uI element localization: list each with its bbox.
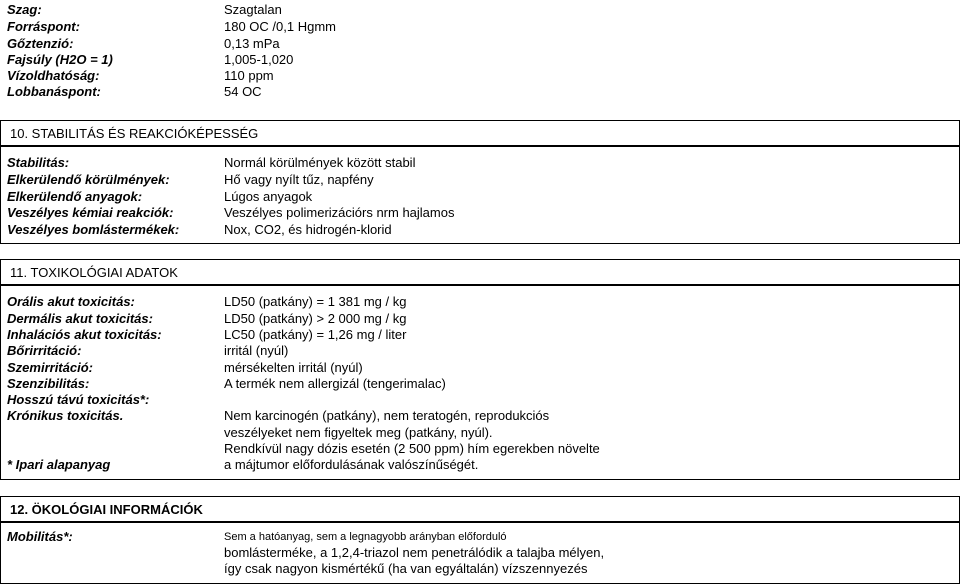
row-value: a májtumor előfordulásának valószínűségét. <box>224 457 479 472</box>
prop-value: 0,13 mPa <box>224 36 280 51</box>
tox-row <box>0 425 960 441</box>
row-value: LD50 (patkány) = 1 381 mg / kg <box>224 294 407 309</box>
tox-row <box>0 441 960 457</box>
tox-row <box>0 376 960 392</box>
row-value: Nem karcinogén (patkány), nem teratogén, reprodukciós <box>224 408 550 423</box>
section-10-header <box>0 120 960 147</box>
section-title: 10. STABILITÁS ÉS REAKCIÓKÉPESSÉG <box>10 126 259 141</box>
stability-row <box>0 222 960 238</box>
prop-label: Fajsúly (H2O = 1) <box>7 52 113 67</box>
row-value: A termék nem allergizál (tengerimalac) <box>224 376 446 391</box>
stability-row <box>0 205 960 221</box>
prop-row <box>0 68 960 84</box>
prop-row <box>0 52 960 68</box>
row-value: LC50 (patkány) = 1,26 mg / liter <box>224 327 407 342</box>
prop-value: 1,005-1,020 <box>224 52 294 67</box>
footnote-label: * Ipari alapanyag <box>7 457 111 472</box>
prop-label: Szag: <box>7 2 42 17</box>
eco-row <box>0 529 960 545</box>
tox-row <box>0 311 960 327</box>
tox-row <box>0 294 960 310</box>
prop-value: Szagtalan <box>224 2 282 17</box>
row-value: Nox, CO2, és hidrogén-klorid <box>224 222 392 237</box>
row-value: Normál körülmények között stabil <box>224 155 416 170</box>
row-value: Lúgos anyagok <box>224 189 313 204</box>
prop-label: Vízoldhatóság: <box>7 68 100 83</box>
eco-row <box>0 561 960 577</box>
section-11-header <box>0 259 960 286</box>
row-label: Mobilitás*: <box>7 529 73 544</box>
tox-row <box>0 408 960 424</box>
row-value: irritál (nyúl) <box>224 343 289 358</box>
row-label: Veszélyes bomlástermékek: <box>7 222 180 237</box>
row-label: Orális akut toxicitás: <box>7 294 135 309</box>
prop-value: 54 OC <box>224 84 262 99</box>
prop-value: 180 OC /0,1 Hgmm <box>224 19 336 34</box>
row-value: így csak nagyon kismértékű (ha van egyáltalán) vízszennyezés <box>224 561 588 576</box>
eco-row <box>0 545 960 561</box>
row-label: Elkerülendő anyagok: <box>7 189 143 204</box>
stability-row <box>0 189 960 205</box>
tox-row <box>0 327 960 343</box>
section-title: 12. ÖKOLÓGIAI INFORMÁCIÓK <box>10 502 203 517</box>
row-value: Hő vagy nyílt tűz, napfény <box>224 172 374 187</box>
row-label: Stabilitás: <box>7 155 70 170</box>
row-label: Veszélyes kémiai reakciók: <box>7 205 174 220</box>
prop-label: Forráspont: <box>7 19 80 34</box>
row-value: veszélyeket nem figyeltek meg (patkány, nyúl). <box>224 425 493 440</box>
row-label: Hosszú távú toxicitás*: <box>7 392 150 407</box>
row-value: bomlásterméke, a 1,2,4-triazol nem penetrálódik a talajba mélyen, <box>224 545 605 560</box>
row-label: Elkerülendő körülmények: <box>7 172 170 187</box>
stability-row <box>0 155 960 171</box>
row-label: Krónikus toxicitás. <box>7 408 124 423</box>
prop-row <box>0 19 960 35</box>
prop-value: 110 ppm <box>224 68 274 83</box>
tox-row <box>0 343 960 359</box>
section-title: 11. TOXIKOLÓGIAI ADATOK <box>10 265 178 280</box>
prop-row <box>0 84 960 100</box>
row-value: LD50 (patkány) > 2 000 mg / kg <box>224 311 407 326</box>
row-value: Sem a hatóanyag, sem a legnagyobb arányban előforduló <box>224 531 507 543</box>
prop-row <box>0 2 960 18</box>
prop-label: Gőztenzió: <box>7 36 74 51</box>
section-12-header <box>0 496 960 523</box>
stability-row <box>0 172 960 188</box>
row-label: Szemirritáció: <box>7 360 93 375</box>
row-label: Inhalációs akut toxicitás: <box>7 327 162 342</box>
prop-row <box>0 36 960 52</box>
tox-row <box>0 360 960 376</box>
row-value: mérsékelten irritál (nyúl) <box>224 360 363 375</box>
row-label: Szenzibilitás: <box>7 376 90 391</box>
row-value: Veszélyes polimerizációrs nrm hajlamos <box>224 205 455 220</box>
row-label: Bőrirritáció: <box>7 343 82 358</box>
tox-row <box>0 392 960 408</box>
row-value: Rendkívül nagy dózis esetén (2 500 ppm) hím egerekben növelte <box>224 441 600 456</box>
row-label: Dermális akut toxicitás: <box>7 311 153 326</box>
tox-row <box>0 457 960 473</box>
prop-label: Lobbanáspont: <box>7 84 101 99</box>
